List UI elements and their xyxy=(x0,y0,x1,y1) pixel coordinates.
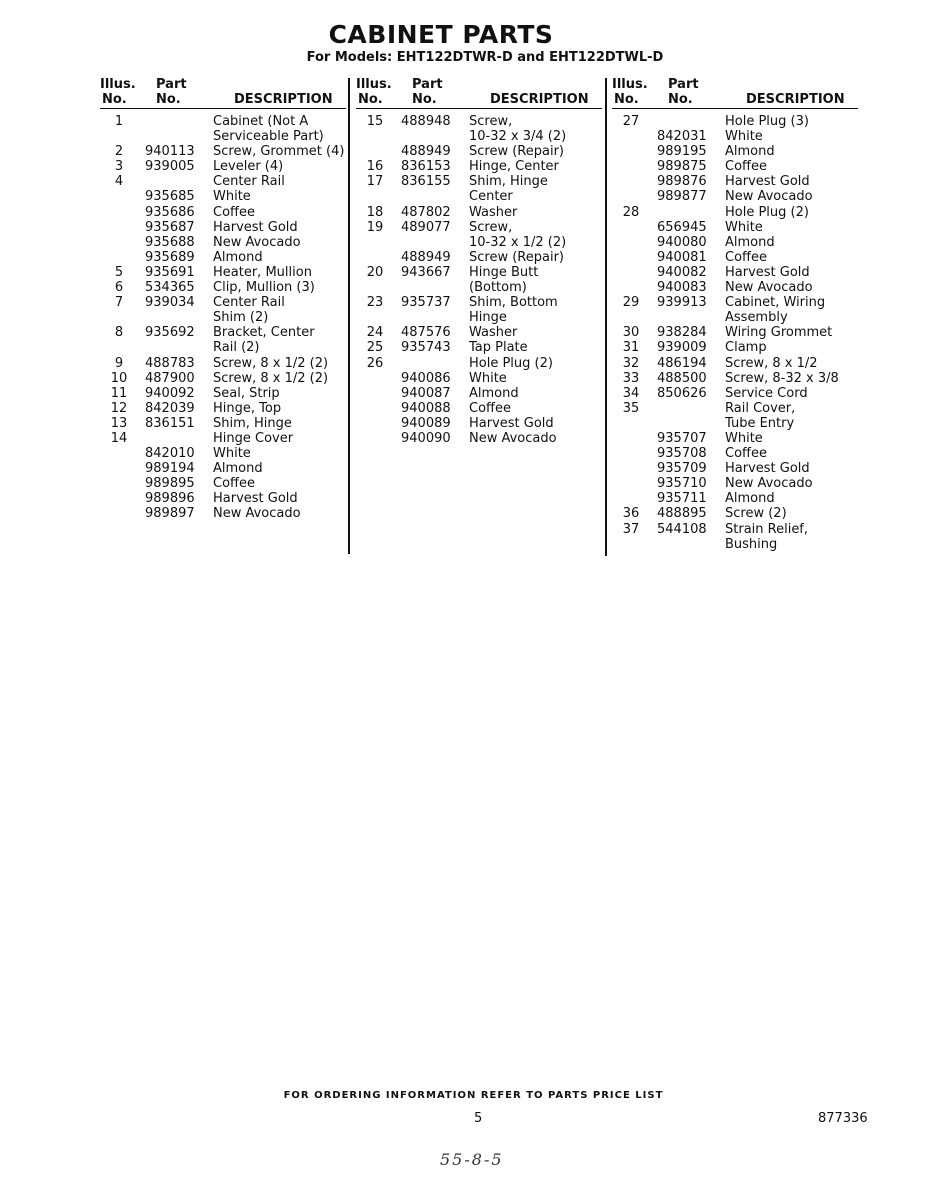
part-number: 989877 xyxy=(657,189,707,205)
description: Tube Entry xyxy=(725,415,795,431)
table-row xyxy=(356,295,602,310)
illus-number: 17 xyxy=(366,174,384,190)
table-row xyxy=(356,235,602,250)
part-number: 935737 xyxy=(401,295,451,311)
part-number: 488783 xyxy=(145,355,195,371)
table-row xyxy=(100,220,346,235)
part-number: 940090 xyxy=(401,430,451,446)
table-row xyxy=(100,371,346,386)
table-row xyxy=(356,310,602,325)
part-number: 989897 xyxy=(145,506,195,522)
table-row xyxy=(100,356,346,371)
description: Harvest Gold xyxy=(725,174,810,190)
description: Coffee xyxy=(213,204,255,220)
ordering-note: FOR ORDERING INFORMATION REFER TO PARTS PRICE LIST xyxy=(283,1090,664,1101)
description: New Avocado xyxy=(725,476,813,492)
column-divider xyxy=(348,78,350,554)
description: Coffee xyxy=(725,159,767,175)
parts-column-2 xyxy=(356,76,602,446)
description: White xyxy=(725,129,763,145)
table-row xyxy=(612,446,858,461)
description: Harvest Gold xyxy=(213,219,298,235)
description: Screw, Grommet (4) xyxy=(213,144,345,160)
description: Hinge Cover xyxy=(213,430,294,446)
part-number: 935710 xyxy=(657,476,707,492)
illus-number: 23 xyxy=(366,295,384,311)
description: Shim, Hinge xyxy=(469,174,548,190)
table-row xyxy=(612,220,858,235)
description: Hinge, Top xyxy=(213,400,282,416)
part-number: 487802 xyxy=(401,204,451,220)
table-row xyxy=(356,114,602,129)
part-number: 989194 xyxy=(145,461,195,477)
description: White xyxy=(725,219,763,235)
part-number: 989896 xyxy=(145,491,195,507)
table-row xyxy=(612,461,858,476)
description: Bracket, Center xyxy=(213,325,315,341)
part-number: 935686 xyxy=(145,204,195,220)
illus-number: 11 xyxy=(110,385,128,401)
description: Wiring Grommet xyxy=(725,325,833,341)
part-number: 935688 xyxy=(145,234,195,250)
description: Serviceable Part) xyxy=(213,129,324,145)
illus-number: 16 xyxy=(366,159,384,175)
part-number: 836155 xyxy=(401,174,451,190)
part-number: 989876 xyxy=(657,174,707,190)
part-number: 940080 xyxy=(657,234,707,250)
description: Center xyxy=(469,189,513,205)
illus-number: 28 xyxy=(622,204,640,220)
part-number: 940086 xyxy=(401,370,451,386)
table-row xyxy=(612,265,858,280)
description: Hinge Butt xyxy=(469,264,539,280)
part-number: 836151 xyxy=(145,415,195,431)
illus-number: 14 xyxy=(110,430,128,446)
illus-number: 4 xyxy=(114,174,124,190)
illus-number: 32 xyxy=(622,355,640,371)
description: White xyxy=(725,430,763,446)
part-number: 935708 xyxy=(657,446,707,462)
illus-number: 26 xyxy=(366,355,384,371)
table-row xyxy=(356,129,602,144)
table-row xyxy=(612,401,858,416)
description-header: DESCRIPTION xyxy=(746,92,845,107)
part-number: 939009 xyxy=(657,340,707,356)
illus-number: 27 xyxy=(622,114,640,129)
illus-number: 18 xyxy=(366,204,384,220)
table-row xyxy=(356,220,602,235)
table-row xyxy=(100,250,346,265)
table-row xyxy=(612,506,858,521)
table-row xyxy=(612,295,858,310)
illus-number: 37 xyxy=(622,521,640,537)
illus-number: 35 xyxy=(622,400,640,416)
parts-column-1 xyxy=(100,76,346,522)
illus-header: No. xyxy=(102,92,127,107)
illus-number: 6 xyxy=(114,280,124,296)
document-number: 877336 xyxy=(818,1111,868,1126)
table-row xyxy=(100,461,346,476)
part-number: 940089 xyxy=(401,415,451,431)
table-row xyxy=(612,129,858,144)
part-header: No. xyxy=(412,92,437,107)
description: White xyxy=(213,189,251,205)
description: Harvest Gold xyxy=(725,461,810,477)
table-row xyxy=(612,431,858,446)
table-row xyxy=(100,386,346,401)
table-row xyxy=(356,280,602,295)
description: Almond xyxy=(213,461,263,477)
illus-number: 3 xyxy=(114,159,124,175)
description: Center Rail xyxy=(213,174,285,190)
table-row xyxy=(100,174,346,189)
illus-number: 30 xyxy=(622,325,640,341)
table-row xyxy=(612,476,858,491)
illus-number: 34 xyxy=(622,385,640,401)
part-number: 940082 xyxy=(657,264,707,280)
part-number: 989895 xyxy=(145,476,195,492)
column-divider xyxy=(605,78,607,556)
illus-number: 8 xyxy=(114,325,124,341)
table-row xyxy=(356,189,602,204)
table-row xyxy=(100,476,346,491)
description: Almond xyxy=(725,491,775,507)
description: (Bottom) xyxy=(469,280,527,296)
illus-header: Illus. xyxy=(356,77,392,92)
table-row xyxy=(612,340,858,355)
part-number: 935711 xyxy=(657,491,707,507)
table-row xyxy=(100,446,346,461)
description: Seal, Strip xyxy=(213,385,280,401)
description: Screw (2) xyxy=(725,506,787,522)
part-number: 850626 xyxy=(657,385,707,401)
part-number: 935709 xyxy=(657,461,707,477)
description: Almond xyxy=(469,385,519,401)
description-header: DESCRIPTION xyxy=(490,92,589,107)
parts-column-3 xyxy=(612,76,858,552)
table-row xyxy=(356,356,602,371)
table-row xyxy=(100,205,346,220)
description: White xyxy=(469,370,507,386)
table-row xyxy=(612,371,858,386)
description: Hole Plug (2) xyxy=(469,355,553,371)
table-row xyxy=(612,250,858,265)
table-row xyxy=(100,310,346,325)
illus-number: 31 xyxy=(622,340,640,356)
table-row xyxy=(100,295,346,310)
illus-header: Illus. xyxy=(612,77,648,92)
part-number: 486194 xyxy=(657,355,707,371)
table-row xyxy=(100,265,346,280)
table-row xyxy=(356,325,602,340)
illus-number: 2 xyxy=(114,144,124,160)
description: 10-32 x 1/2 (2) xyxy=(469,234,567,250)
description: Screw (Repair) xyxy=(469,144,564,160)
illus-header: No. xyxy=(614,92,639,107)
table-row xyxy=(100,114,346,129)
illus-number: 10 xyxy=(110,370,128,386)
part-header: No. xyxy=(156,92,181,107)
illus-number: 33 xyxy=(622,370,640,386)
part-number: 842010 xyxy=(145,446,195,462)
illus-number: 24 xyxy=(366,325,384,341)
description: Service Cord xyxy=(725,385,808,401)
description: Heater, Mullion xyxy=(213,264,312,280)
description: Almond xyxy=(725,234,775,250)
description: Screw, 8 x 1/2 xyxy=(725,355,818,371)
part-number: 842031 xyxy=(657,129,707,145)
part-number: 940083 xyxy=(657,280,707,296)
description: 10-32 x 3/4 (2) xyxy=(469,129,567,145)
part-number: 940081 xyxy=(657,249,707,265)
description: Harvest Gold xyxy=(725,264,810,280)
description: Screw, xyxy=(469,114,513,129)
description: Tap Plate xyxy=(469,340,528,356)
part-number: 939034 xyxy=(145,295,195,311)
description: New Avocado xyxy=(469,430,557,446)
table-row xyxy=(356,144,602,159)
description: Rail (2) xyxy=(213,340,260,356)
table-row xyxy=(100,340,346,355)
table-row xyxy=(612,205,858,220)
description: Shim (2) xyxy=(213,310,269,326)
description: New Avocado xyxy=(213,506,301,522)
table-row xyxy=(100,189,346,204)
table-row xyxy=(612,114,858,129)
part-number: 940092 xyxy=(145,385,195,401)
part-number: 940088 xyxy=(401,400,451,416)
part-number: 935743 xyxy=(401,340,451,356)
part-number: 488949 xyxy=(401,144,451,160)
description: Screw, 8-32 x 3/8 xyxy=(725,370,839,386)
description: Shim, Hinge xyxy=(213,415,292,431)
description: Screw (Repair) xyxy=(469,249,564,265)
part-header: Part xyxy=(668,77,699,92)
description: Bushing xyxy=(725,536,778,552)
part-header: Part xyxy=(412,77,443,92)
table-row xyxy=(356,431,602,446)
part-number: 935687 xyxy=(145,219,195,235)
part-number: 488949 xyxy=(401,249,451,265)
table-row xyxy=(612,310,858,325)
table-row xyxy=(612,174,858,189)
illus-number: 13 xyxy=(110,415,128,431)
table-row xyxy=(356,265,602,280)
table-row xyxy=(356,159,602,174)
page-number: 5 xyxy=(474,1111,483,1126)
illus-number: 5 xyxy=(114,264,124,280)
table-row xyxy=(100,235,346,250)
description: New Avocado xyxy=(725,189,813,205)
table-row xyxy=(612,491,858,506)
description: Cabinet, Wiring xyxy=(725,295,826,311)
part-number: 487900 xyxy=(145,370,195,386)
description: New Avocado xyxy=(213,234,301,250)
description: White xyxy=(213,446,251,462)
part-number: 935691 xyxy=(145,264,195,280)
part-number: 656945 xyxy=(657,219,707,235)
description: Shim, Bottom xyxy=(469,295,558,311)
part-number: 842039 xyxy=(145,400,195,416)
table-row xyxy=(100,144,346,159)
illus-number: 12 xyxy=(110,400,128,416)
illus-number: 15 xyxy=(366,114,384,129)
description: Coffee xyxy=(725,446,767,462)
models-subtitle: For Models: EHT122DTWR-D and EHT122DTWL-D xyxy=(306,50,664,65)
description: Cabinet (Not A xyxy=(213,114,309,129)
part-number: 836153 xyxy=(401,159,451,175)
part-number: 489077 xyxy=(401,219,451,235)
description: Almond xyxy=(213,249,263,265)
table-row xyxy=(612,144,858,159)
description: Harvest Gold xyxy=(469,415,554,431)
table-row xyxy=(356,174,602,189)
column-header xyxy=(356,76,602,109)
table-row xyxy=(100,129,346,144)
description: Screw, 8 x 1/2 (2) xyxy=(213,355,329,371)
table-row xyxy=(356,401,602,416)
table-row xyxy=(100,491,346,506)
table-row xyxy=(100,416,346,431)
illus-number: 7 xyxy=(114,295,124,311)
handwritten-note: 55-8-5 xyxy=(440,1150,504,1169)
table-row xyxy=(612,386,858,401)
table-row xyxy=(612,235,858,250)
description: Hinge xyxy=(469,310,507,326)
description: Screw, 8 x 1/2 (2) xyxy=(213,370,329,386)
table-row xyxy=(612,416,858,431)
table-row xyxy=(356,250,602,265)
illus-number: 36 xyxy=(622,506,640,522)
description: Hole Plug (2) xyxy=(725,204,809,220)
part-number: 488948 xyxy=(401,114,451,129)
part-number: 940087 xyxy=(401,385,451,401)
part-number: 935692 xyxy=(145,325,195,341)
description: Almond xyxy=(725,144,775,160)
table-row xyxy=(356,371,602,386)
column-header xyxy=(100,76,346,109)
illus-number: 1 xyxy=(114,114,124,129)
description: Coffee xyxy=(725,249,767,265)
table-row xyxy=(100,159,346,174)
table-row xyxy=(612,159,858,174)
page-title: CABINET PARTS xyxy=(328,20,554,49)
table-row xyxy=(100,280,346,295)
description: Rail Cover, xyxy=(725,400,796,416)
part-number: 534365 xyxy=(145,280,195,296)
part-number: 938284 xyxy=(657,325,707,341)
illus-number: 25 xyxy=(366,340,384,356)
part-number: 935707 xyxy=(657,430,707,446)
illus-number: 29 xyxy=(622,295,640,311)
part-number: 989195 xyxy=(657,144,707,160)
description: Washer xyxy=(469,325,518,341)
table-row xyxy=(612,356,858,371)
description: Clamp xyxy=(725,340,767,356)
part-header: No. xyxy=(668,92,693,107)
description: Assembly xyxy=(725,310,788,326)
table-row xyxy=(612,522,858,537)
part-number: 544108 xyxy=(657,521,707,537)
part-number: 940113 xyxy=(145,144,195,160)
illus-header: Illus. xyxy=(100,77,136,92)
table-row xyxy=(356,416,602,431)
table-row xyxy=(100,401,346,416)
description: Hole Plug (3) xyxy=(725,114,809,129)
part-number: 989875 xyxy=(657,159,707,175)
part-header: Part xyxy=(156,77,187,92)
table-row xyxy=(612,189,858,204)
illus-number: 20 xyxy=(366,264,384,280)
column-header xyxy=(612,76,858,109)
description: Harvest Gold xyxy=(213,491,298,507)
table-row xyxy=(612,537,858,552)
description: Coffee xyxy=(213,476,255,492)
description: Screw, xyxy=(469,219,513,235)
table-row xyxy=(612,325,858,340)
table-row xyxy=(100,506,346,521)
description: Hinge, Center xyxy=(469,159,559,175)
description: Center Rail xyxy=(213,295,285,311)
description: Leveler (4) xyxy=(213,159,284,175)
description: Clip, Mullion (3) xyxy=(213,280,315,296)
part-number: 939913 xyxy=(657,295,707,311)
table-row xyxy=(356,340,602,355)
illus-number: 9 xyxy=(114,355,124,371)
illus-number: 19 xyxy=(366,219,384,235)
part-number: 935685 xyxy=(145,189,195,205)
table-row xyxy=(612,280,858,295)
part-number: 943667 xyxy=(401,264,451,280)
description: New Avocado xyxy=(725,280,813,296)
description-header: DESCRIPTION xyxy=(234,92,333,107)
illus-header: No. xyxy=(358,92,383,107)
description: Coffee xyxy=(469,400,511,416)
part-number: 939005 xyxy=(145,159,195,175)
part-number: 935689 xyxy=(145,249,195,265)
table-row xyxy=(100,431,346,446)
description: Washer xyxy=(469,204,518,220)
part-number: 488895 xyxy=(657,506,707,522)
part-number: 487576 xyxy=(401,325,451,341)
table-row xyxy=(356,205,602,220)
table-row xyxy=(100,325,346,340)
part-number: 488500 xyxy=(657,370,707,386)
description: Strain Relief, xyxy=(725,521,809,537)
table-row xyxy=(356,386,602,401)
